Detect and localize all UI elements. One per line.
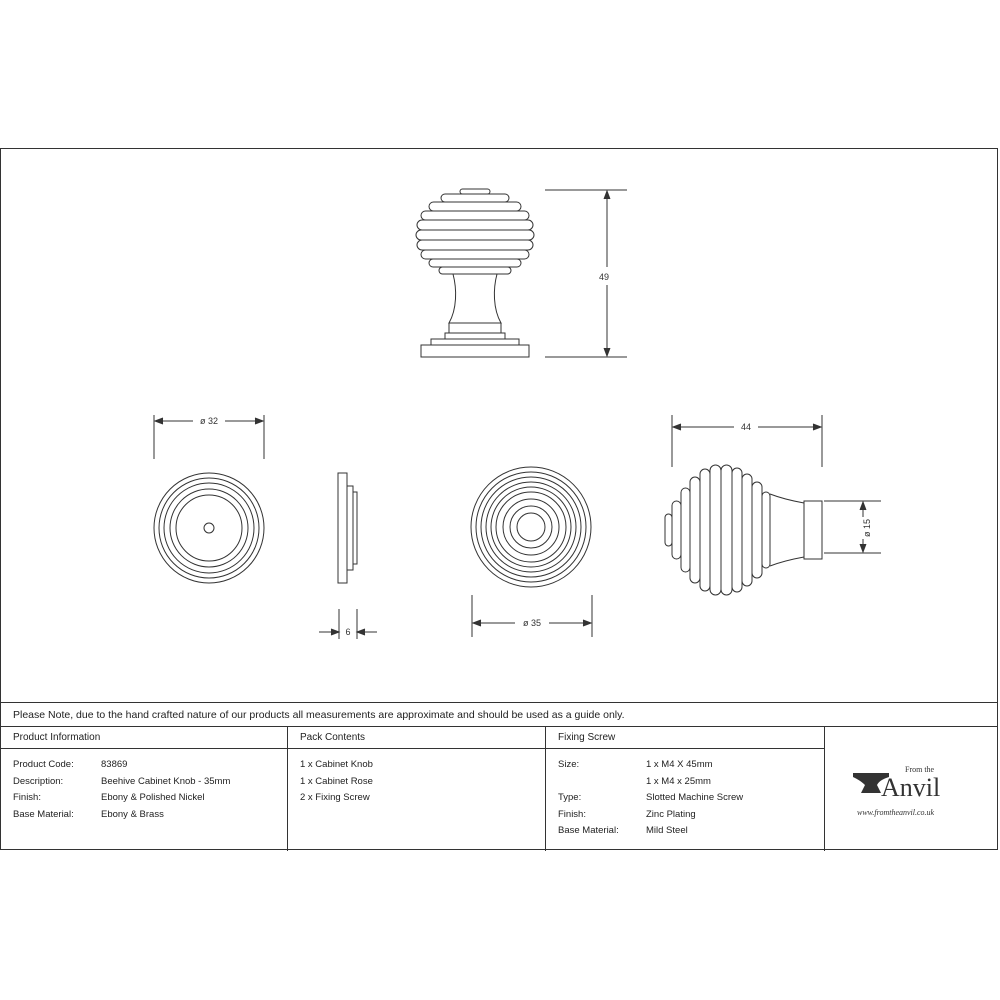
knob-diameter-label: ø 35 [522,618,542,628]
product-row [13,774,287,791]
pack-item: 2 x Fixing Screw [300,792,370,803]
knob-front-view [471,467,591,587]
height-dimension [545,190,627,357]
product-row-value: Ebony & Polished Nickel [101,792,205,803]
fixing-screw-panel [546,727,825,851]
product-row-value: Ebony & Brass [101,808,164,820]
logo-name: Anvil [881,773,941,802]
product-information-panel [1,727,288,851]
neck-diameter-label: ø 15 [862,518,872,538]
fixing-row-label: Finish: [558,808,586,820]
product-row-label: Base Material: [13,808,74,820]
fixing-screw-heading: Fixing Screw [546,727,824,749]
fixing-row [558,774,824,791]
fixing-row [558,807,824,824]
product-row-label: Product Code: [13,759,74,770]
product-information-heading: Product Information [1,727,287,749]
drawing-area [1,149,997,702]
fixing-row-value: Slotted Machine Screw [646,792,744,803]
technical-drawing-sheet [0,148,998,850]
anvil-logo-graphic [825,727,997,851]
rose-diameter-label: ø 32 [199,416,219,426]
fixing-row-value: 1 x M4 X 45mm [646,759,713,770]
fixing-row-value: 1 x M4 x 25mm [646,775,711,787]
fixing-row-value: Mild Steel [646,825,688,836]
height-label: 49 [599,272,610,282]
rose-depth-label: 6 [345,627,351,637]
rose-side-view [338,473,357,583]
anvil-logo [825,727,997,851]
fixing-row [558,757,824,774]
knob-diameter-dimension [472,595,592,637]
knob-front-elevation [416,189,534,357]
fixing-row-value: Zinc Plating [646,808,696,820]
knob-side-view [665,465,822,595]
neck-diameter-dimension [824,501,881,553]
pack-contents-panel [288,727,546,851]
fixing-row [558,790,824,807]
knob-length-label: 44 [740,422,752,432]
fixing-row [558,823,824,840]
product-row-value: Beehive Cabinet Knob - 35mm [101,775,231,787]
fixing-row-label: Size: [558,759,580,770]
logo-from-the: From the [905,765,935,774]
fixing-row-label: Type: [558,792,582,803]
product-row-label: Description: [13,775,64,787]
rose-front-view [154,473,264,583]
fixing-row-label: Base Material: [558,825,619,836]
pack-item: 1 x Cabinet Rose [300,775,373,787]
product-row-label: Finish: [13,792,41,803]
product-row [13,757,287,774]
logo-url: www.fromtheanvil.co.uk [857,808,935,817]
fixing-row-label [558,774,646,791]
product-row-value: 83869 [101,759,128,770]
product-row [13,790,287,807]
product-row [13,807,287,824]
measurement-note: Please Note, due to the hand crafted nature of our products all measurements are approximate and should be used as a guide only. [1,702,997,727]
pack-contents-heading: Pack Contents [288,727,545,749]
pack-item: 1 x Cabinet Knob [300,759,373,770]
